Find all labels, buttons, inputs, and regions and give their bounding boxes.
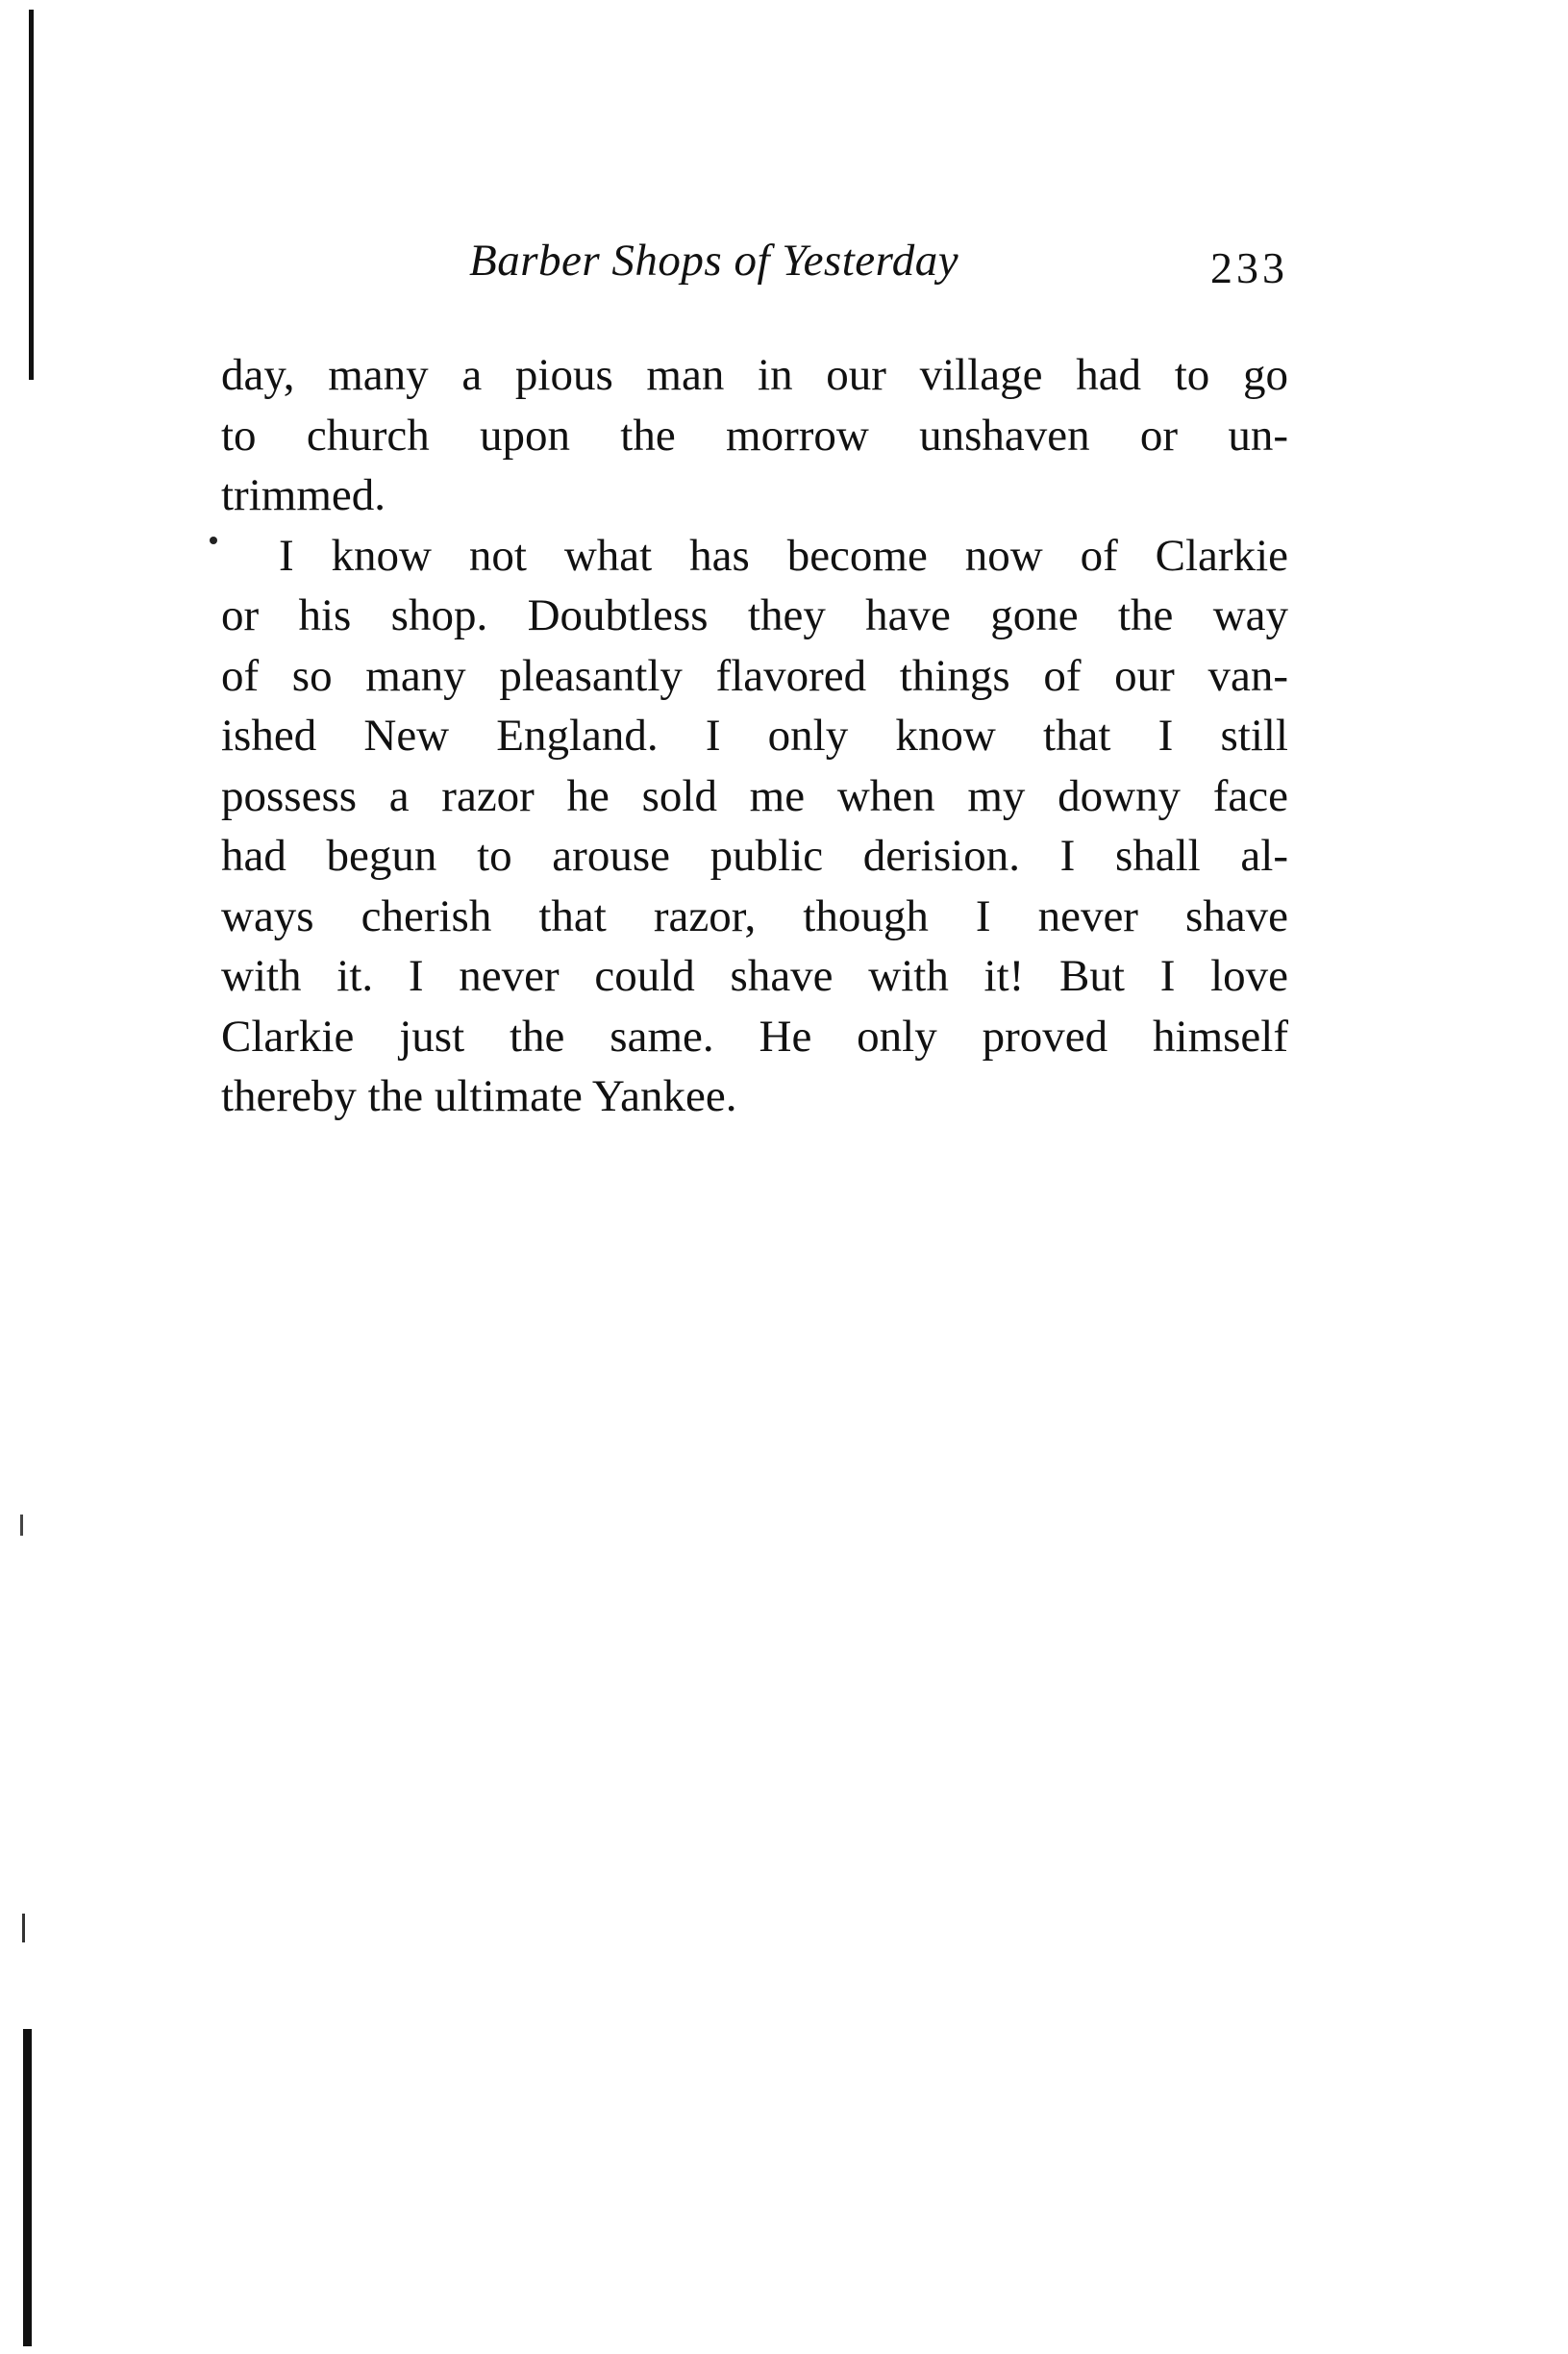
body-text: [221, 345, 1288, 1127]
running-title: Barber Shops of Yesterday: [469, 236, 959, 286]
text-line: trimmed.: [221, 470, 386, 520]
margin-dot: [210, 537, 217, 544]
text-line: ways cherish that razor, though I never shave: [221, 890, 1288, 941]
text-line: ished New England. I only know that I still: [221, 711, 1288, 761]
binding-edge-mark: [23, 2029, 32, 2346]
text-line: of so many pleasantly flavored things of our van-: [221, 650, 1288, 701]
running-head: [221, 235, 1288, 302]
text-line: day, many a pious man in our village had to go: [221, 350, 1288, 400]
text-line: Clarkie just the same. He only proved himself: [221, 1011, 1288, 1062]
text-line: thereby the ultimate Yankee.: [221, 1071, 737, 1121]
text-line: with it. I never could shave with it! But I love: [221, 951, 1288, 1001]
binding-edge-mark: [22, 1914, 25, 1942]
page-number: 233: [1210, 243, 1288, 292]
text-line: possess a razor he sold me when my downy face: [221, 770, 1288, 821]
text-line: to church upon the morrow unshaven or un-: [221, 410, 1288, 461]
binding-edge-mark: [29, 10, 34, 380]
text-line: I know not what has become now of Clarkie: [279, 530, 1288, 581]
text-line: or his shop. Doubtless they have gone the way: [221, 590, 1288, 640]
binding-edge-mark: [20, 1515, 23, 1536]
text-line: had begun to arouse public derision. I shall al-: [221, 831, 1288, 881]
